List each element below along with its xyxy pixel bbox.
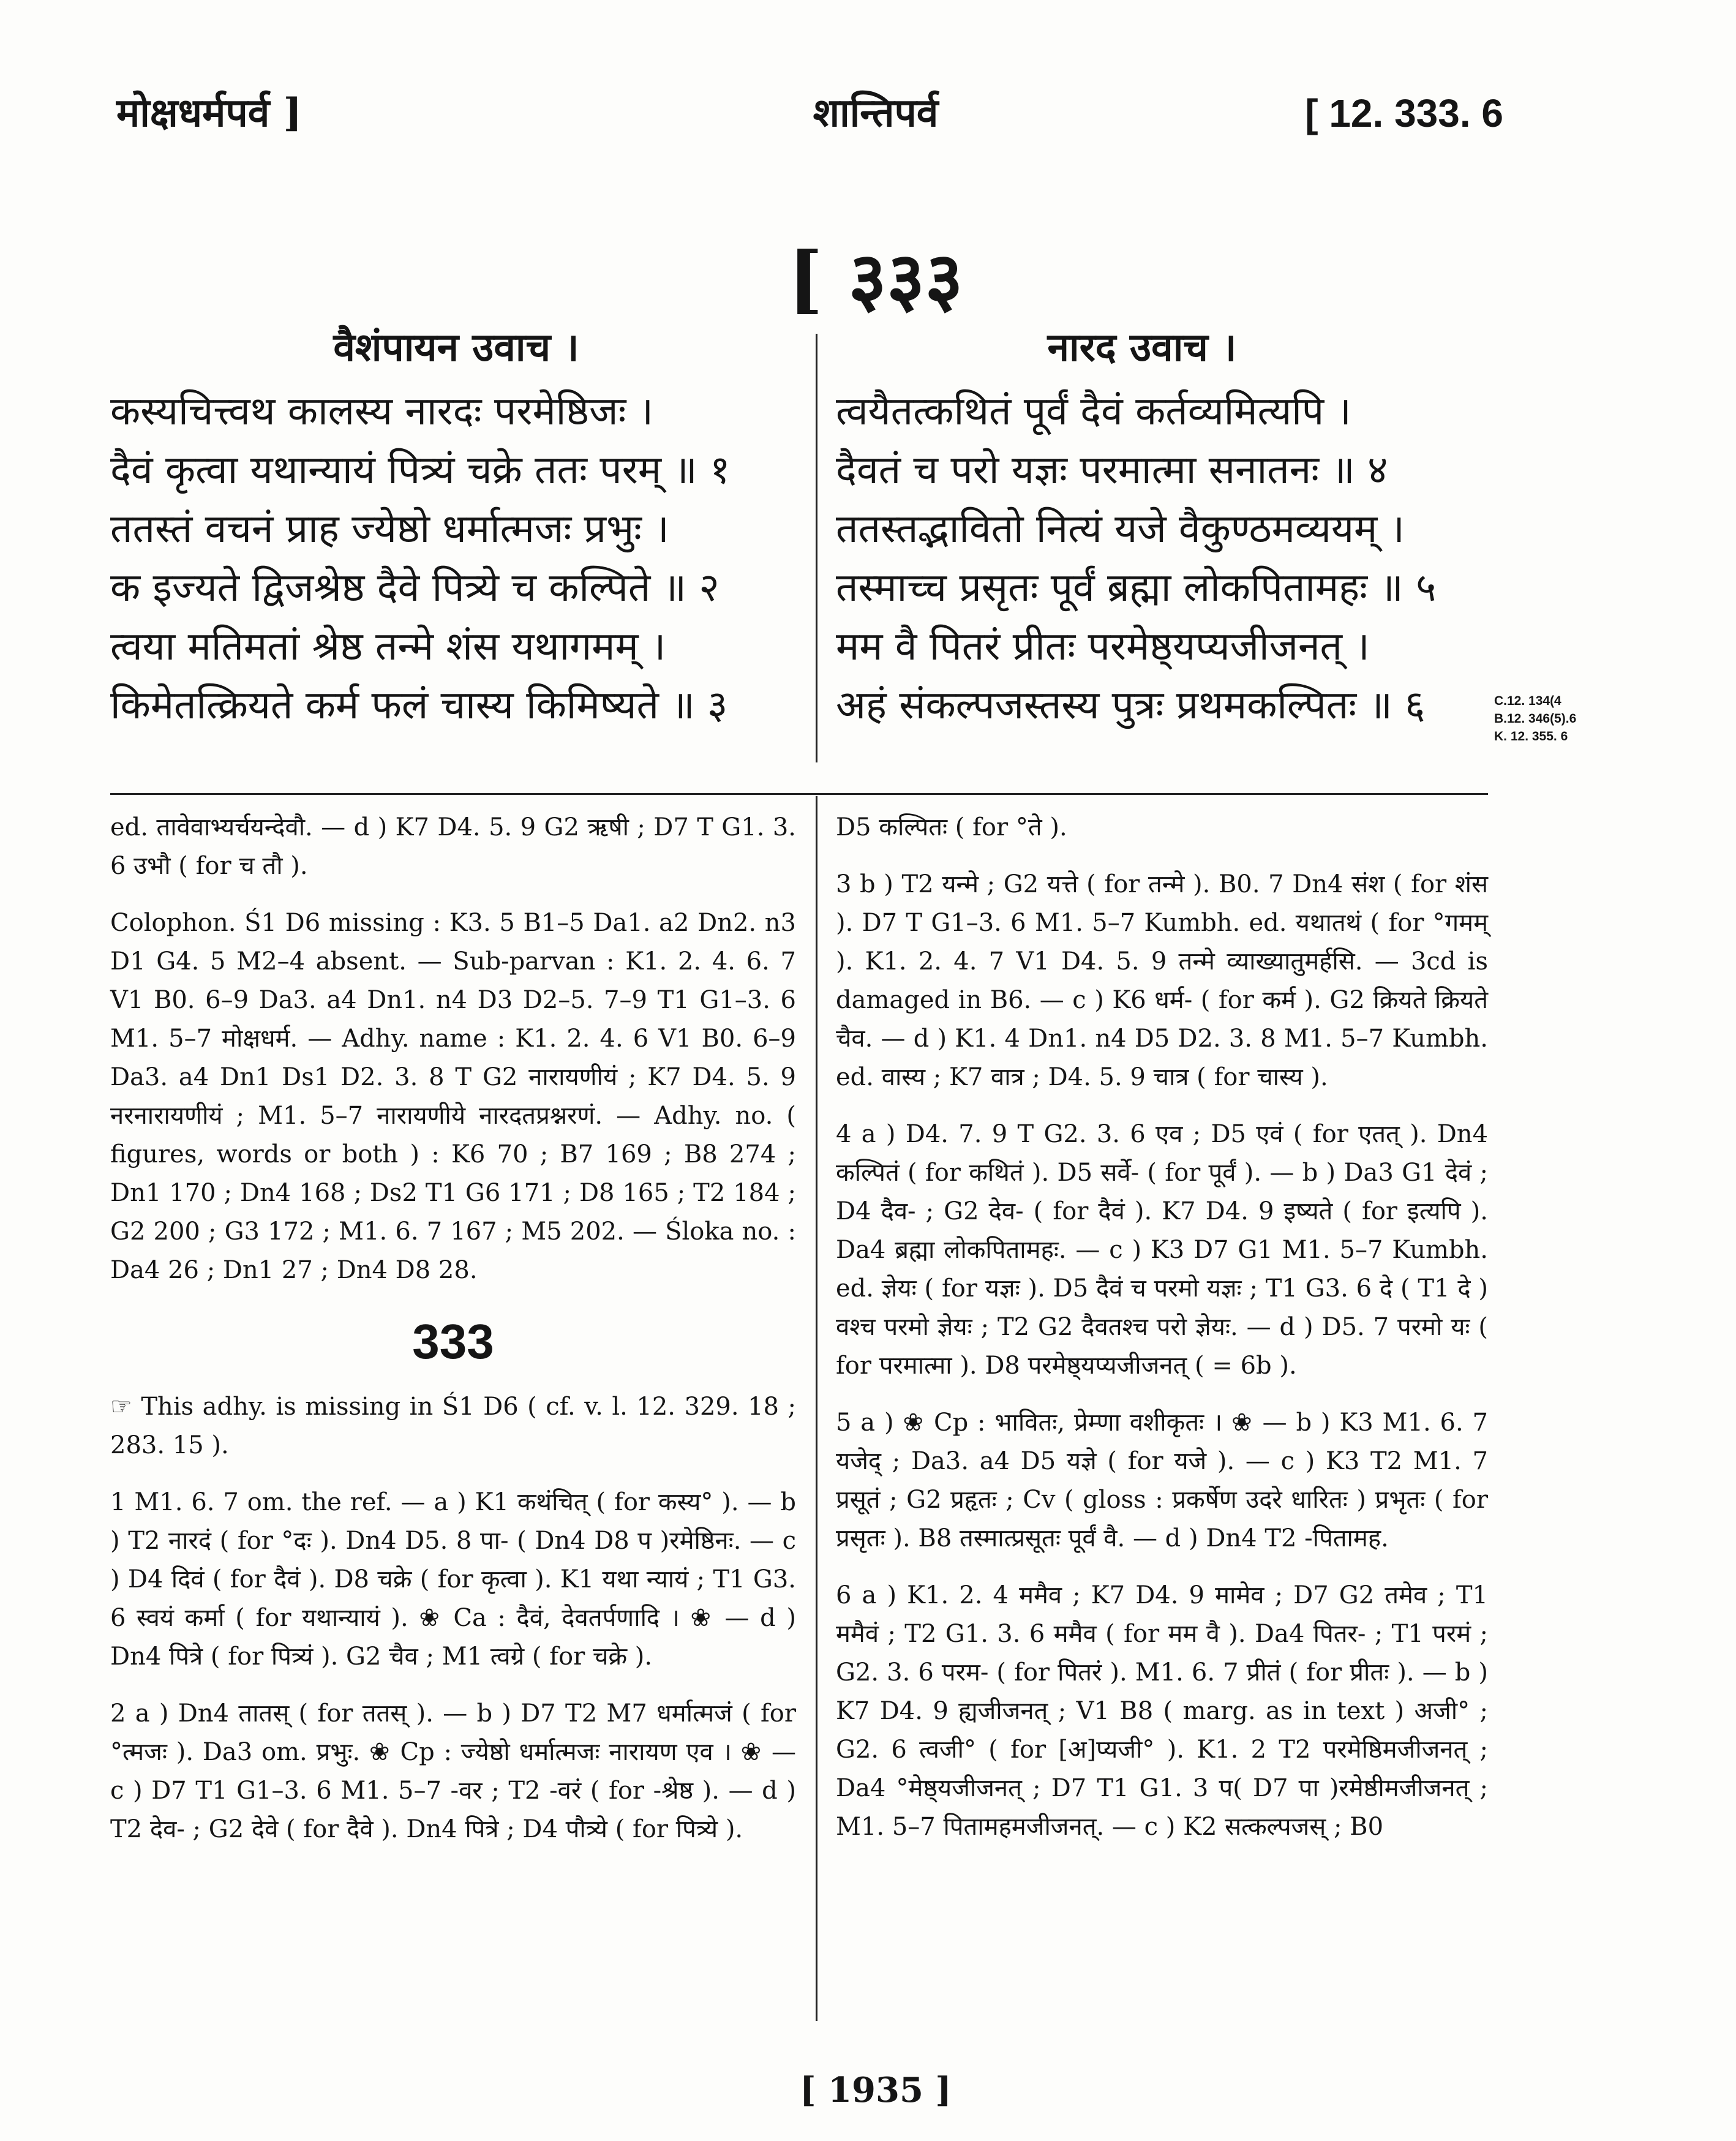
verse-line: त्वयैतत्कथितं पूर्वं दैवं कर्तव्यमित्यपि । (836, 389, 1351, 434)
variant-note: 6 a ) K1. 2. 4 ममैव ; K7 D4. 9 मामेव ; D7 G2 तमेव ; T1 ममैवं ; T2 G1. 3. 6 ममैव ( for मम वै ). Da4 पितर- ; T1 परमं ; G2. 3. 6 परम- ( for पितरं ). M1. 6. 7 प्रीतं ( for प्रीतः ). — b ) K7 D4. 9 ह्यजीजनत् ; V1 B8 ( marg. as in text ) अजी° ; G2. 6 त्वजी° ( for [अ]प्यजी° ). K1. 2 T2 परमेष्ठिमजीजनत् ; Da4 °मेष्ठ्यजीजनत् ; D7 T1 G1. 3 प( D7 पा )रमेष्ठीमजीजनत् ; M1. 5–7 पितामहमजीजनत्. — c ) K2 सत्कल्पजस् ; B0 (836, 1581, 1488, 1841)
verse-line: अहं संकल्पजस्तस्य पुत्रः प्रथमकल्पितः ॥ ६ (836, 683, 1426, 728)
verse-line: तस्माच्च प्रसृतः पूर्वं ब्रह्मा लोकपितामहः ॥ ५ (836, 565, 1437, 611)
verse-line: ततस्तद्भावितो नित्यं यजे वैकुण्ठमव्ययम् । (836, 506, 1405, 552)
missing-note: ☞ This adhy. is missing in Ś1 D6 ( cf. v. l. 12. 329. 18 ; 283. 15 ). (110, 1393, 796, 1459)
page-number: [ 1935 ] (800, 2070, 952, 2110)
variant-note: D5 कल्पितः ( for °ते ). (836, 813, 1067, 841)
verse-line: दैवं कृत्वा यथान्यायं पित्र्यं चक्रे ततः परम् ॥ १ (110, 448, 731, 493)
verse-line: मम वै पितरं प्रीतः परमेष्ठ्यप्यजीजनत् । (836, 624, 1370, 669)
cross-ref-line: K. 12. 355. 6 (1494, 729, 1568, 743)
verse-column-left (110, 318, 802, 735)
variant-note: 1 M1. 6. 7 om. the ref. — a ) K1 कथंचित् ( for कस्य° ). — b ) T2 नारदं ( for °दः ). Dn4 D5. 8 पा- ( Dn4 D8 प )रमेष्ठिनः. — c ) D4 दिवं ( for दैवं ). D8 चक्रे ( for कृत्वा ). K1 यथा न्यायं ; T1 G3. 6 स्वयं कर्मा ( for यथान्यायं ). ❀ Ca : दैवं, देवतर्पणादि । ❀ — d ) Dn4 पित्रे ( for पित्र्यं ). G2 चैव ; M1 त्वग्रे ( for चक्रे ). (110, 1488, 796, 1671)
running-head-title: शान्तिपर्व (813, 90, 939, 136)
adhyaya-number-arabic: 333 (412, 1314, 494, 1369)
cross-ref-line: C.12. 134(4 (1494, 694, 1561, 708)
notes-column-right (836, 808, 1488, 1865)
cross-reference-margin (1494, 692, 1576, 745)
verse-line: क इज्यते द्विजश्रेष्ठ दैवे पित्र्ये च कल्पिते ॥ २ (110, 565, 720, 611)
speaker-label: वैशंपायन उवाच । (333, 325, 579, 371)
adhyaya-number-heading: [ ३३३ (788, 236, 963, 322)
variant-note: 4 a ) D4. 7. 9 T G2. 3. 6 एव ; D5 एवं ( for एतत् ). Dn4 कल्पितं ( for कथितं ). D5 सर्वे- ( for पूर्वं ). — b ) Da3 G1 देवं ; D4 दैव- ; G2 देव- ( for दैवं ). K7 D4. 9 इष्यते ( for इत्यपि ). Da4 ब्रह्मा लोकपितामहः. — c ) K3 D7 G1 M1. 5–7 Kumbh. ed. ज्ञेयः ( for यज्ञः ). D5 दैवं च परमो यज्ञः ; T1 G3. 6 दे ( T1 दे ) वश्च परमो ज्ञेयः ; T2 G2 दैवतश्च परो ज्ञेयः. — d ) D5. 7 परमो यः ( for परमात्मा ). D8 परमेष्ठ्यप्यजीजनत् ( = 6b ). (836, 1120, 1488, 1380)
verse-line: ततस्तं वचनं प्राह ज्येष्ठो धर्मात्मजः प्रभुः । (110, 506, 669, 552)
variant-note: 3 b ) T2 यन्मे ; G2 यत्ते ( for तन्मे ). B0. 7 Dn4 संश ( for शंस ). D7 T G1–3. 6 M1. 5–7 Kumbh. ed. यथातथं ( for °गमम् ). K1. 2. 4. 7 V1 D4. 5. 9 तन्मे व्याख्यातुमर्हसि. — 3cd is damaged in B6. — c ) K6 धर्म- ( for कर्म ). G2 क्रियते क्रियते चैव. — d ) K1. 4 Dn1. n4 D5 D2. 3. 8 M1. 5–7 Kumbh. ed. वास्य ; K7 वात्र ; D4. 5. 9 चात्र ( for चास्य ). (836, 870, 1488, 1091)
colophon-note: Colophon. Ś1 D6 missing : K3. 5 B1–5 Da1. a2 Dn2. n3 D1 G4. 5 M2–4 absent. — Sub-parvan : K1. 2. 4. 6. 7 V1 B0. 6–9 Da3. a4 Dn1. n4 D3 D2–5. 7–9 T1 G1–3. 6 M1. 5–7 मोक्षधर्म. — Adhy. name : K1. 2. 4. 6 V1 B0. 6–9 Da3. a4 Dn1 Ds1 D2. 3. 8 T G2 नारायणीयं ; K7 D4. 5. 9 नरनारायणीयं ; M1. 5–7 नारायणीये नारदतप्रश्नरणं. — Adhy. no. ( figures, words or both ) : K6 70 ; B7 169 ; B8 274 ; Dn1 170 ; Dn4 168 ; Ds2 T1 G6 171 ; D8 165 ; T2 184 ; G2 200 ; G3 172 ; M1. 6. 7 167 ; M5 202. — Śloka no. : Da4 26 ; Dn1 27 ; Dn4 D8 28. (110, 909, 796, 1284)
verse-line: किमेतत्क्रियते कर्म फलं चास्य किमिष्यते ॥ ३ (110, 683, 728, 728)
verse-column-right (836, 318, 1448, 735)
cross-ref-line: B.12. 346(5).6 (1494, 712, 1577, 726)
variant-note: 5 a ) ❀ Cp : भावितः, प्रेम्णा वशीकृतः । ❀ — b ) K3 M1. 6. 7 यजेद् ; Da3. a4 D5 यज्ञे ( for यजे ). — c ) K3 T2 M1. 7 प्रसूतं ; G2 प्रहृतः ; Cv ( gloss : प्रकर्षेण उदरे धारितः ) प्रभृतः ( for प्रसृतः ). B8 तस्मात्प्रसूतः पूर्वं वै. — d ) Dn4 T2 -पितामह. (836, 1409, 1488, 1552)
variant-note: ed. तावेवाभ्यर्चयन्देवौ. — d ) K7 D4. 5. 9 G2 ऋषी ; D7 T G1. 3. 6 उभौ ( for च तौ ). (110, 813, 796, 880)
verse-line: कस्यचित्त्वथ कालस्य नारदः परमेष्ठिजः । (110, 389, 654, 434)
running-head-left: मोक्षधर्मपर्व ] (116, 90, 302, 136)
notes-column-left (110, 808, 796, 1867)
verse-notes-separator (110, 793, 1488, 795)
variant-note: 2 a ) Dn4 तातस् ( for ततस् ). — b ) D7 T2 M7 धर्मात्मजं ( for °त्मजः ). Da3 om. प्रभुः. ❀ Cp : ज्येष्ठो धर्मात्मजः नारायण एव । ❀ — c ) D7 T1 G1–3. 6 M1. 5–7 -वर ; T2 -वरं ( for -श्रेष्ठ ). — d ) T2 देव- ; G2 देवे ( for दैवे ). Dn4 पित्रे ; D4 पौत्र्ये ( for पित्र्ये ). (110, 1699, 796, 1843)
notes-column-divider (816, 796, 817, 2021)
verse-line: त्वया मतिमतां श्रेष्ठ तन्मे शंस यथागमम् । (110, 624, 666, 669)
verse-line: दैवतं च परो यज्ञः परमात्मा सनातनः ॥ ४ (836, 448, 1388, 493)
column-divider (816, 334, 817, 762)
speaker-label: नारद उवाच । (1047, 325, 1237, 371)
running-head-reference: [ 12. 333. 6 (1305, 91, 1503, 135)
